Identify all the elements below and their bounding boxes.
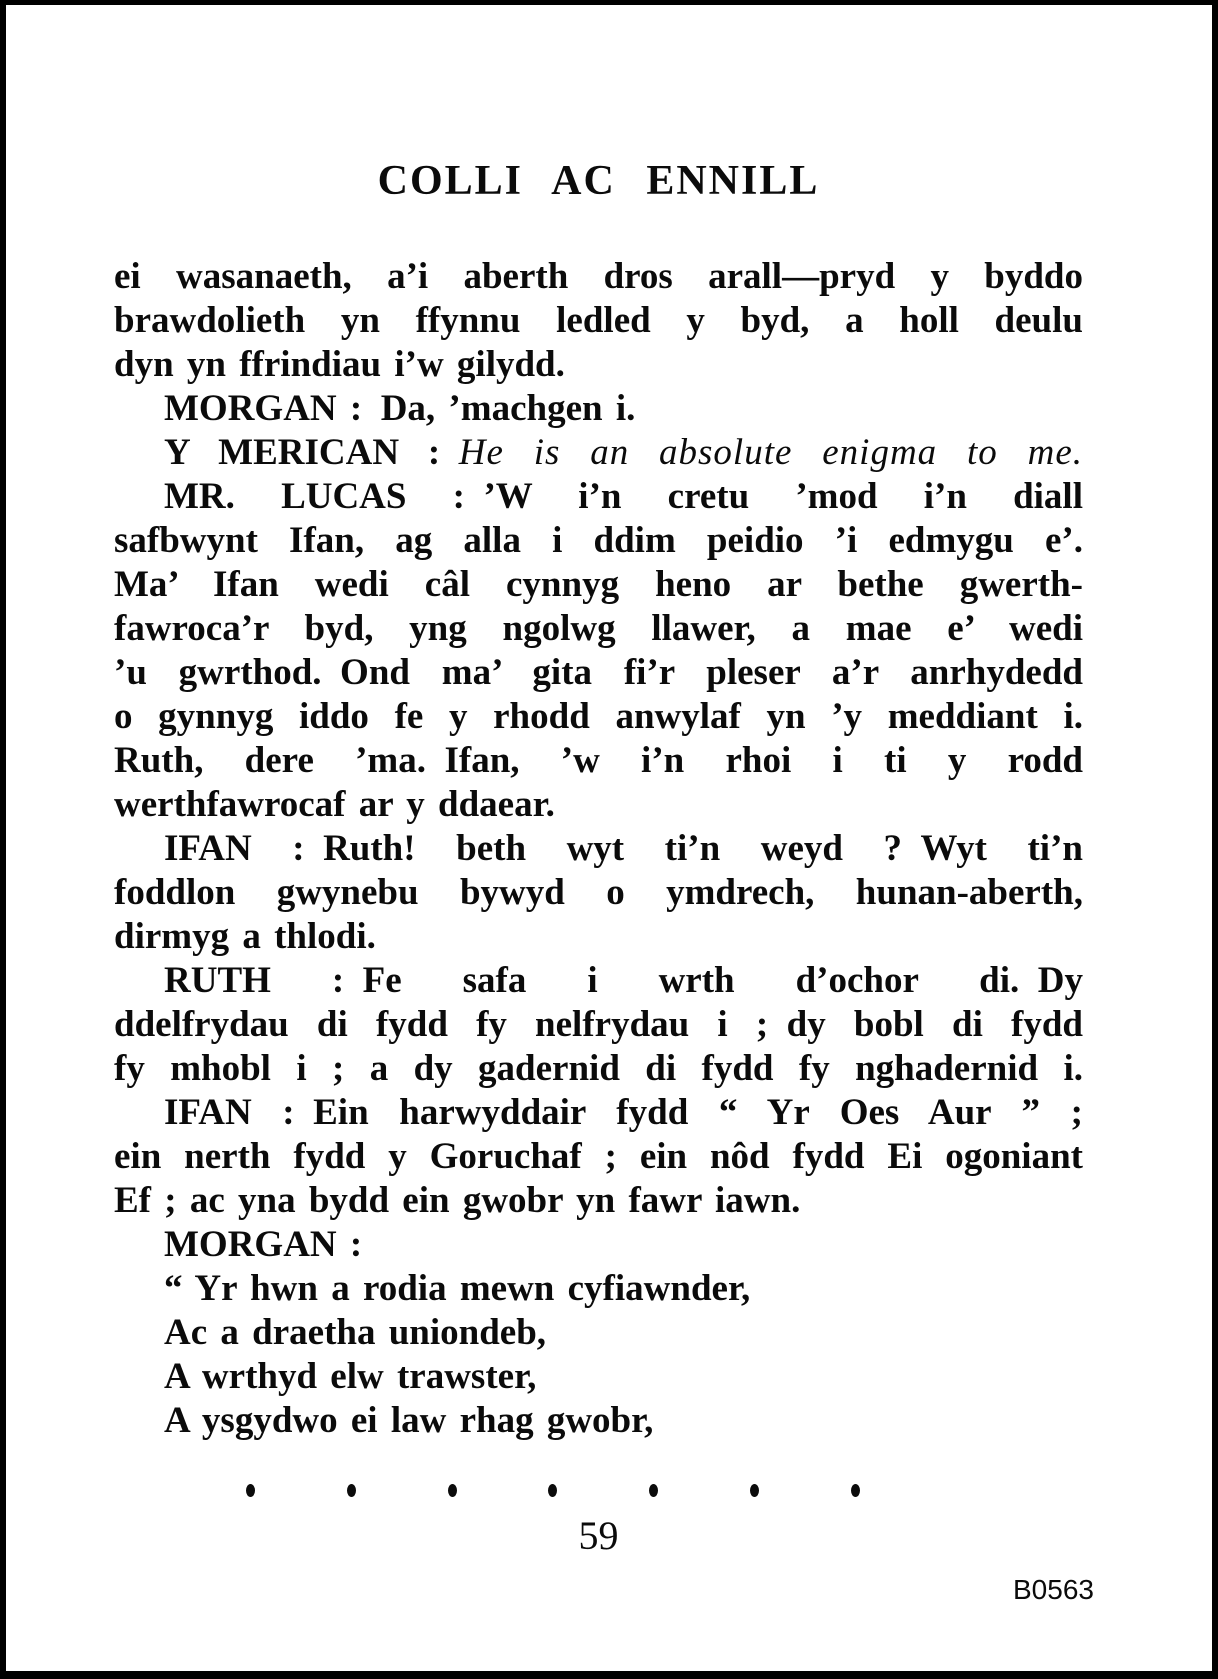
- text-segment: werthfawrocaf ar y ddaear.: [114, 784, 555, 825]
- text-segment: MORGAN :: [164, 1224, 363, 1265]
- text-line: [114, 651, 1083, 695]
- scan-label: B0563: [1013, 1574, 1094, 1605]
- text-segment: IFAN : Ruth! beth wyt ti’n weyd ? Wyt ti’n: [164, 828, 1083, 869]
- page-number: 59: [578, 1513, 619, 1558]
- text-segment: A ysgydwo ei law rhag gwobr,: [164, 1400, 654, 1441]
- text-segment: MORGAN : Da, ’machgen i.: [164, 388, 636, 429]
- text-line: [114, 739, 1083, 783]
- text-segment: Ac a draetha uniondeb,: [164, 1312, 547, 1353]
- text-segment: o gynnyg iddo fe y rhodd anwylaf yn ’y meddiant i.: [114, 696, 1083, 737]
- text-segment: Ma’ Ifan wedi câl cynnyg heno ar bethe gwerth-: [114, 564, 1083, 605]
- dot: [246, 1484, 255, 1497]
- text-segment: Ef ; ac yna bydd ein gwobr yn fawr iawn.: [114, 1180, 801, 1221]
- dot: [347, 1484, 356, 1497]
- text-segment: ein nerth fydd y Goruchaf ; ein nôd fydd Ei ogoniant: [114, 1136, 1083, 1177]
- text-line: [114, 343, 1083, 387]
- italic-text-segment: He is an absolute enigma to me.: [458, 432, 1083, 473]
- text-segment: fy mhobl i ; a dy gadernid di fydd fy nghadernid i.: [114, 1048, 1083, 1089]
- text-line: [114, 1223, 1083, 1267]
- dot: [448, 1484, 457, 1497]
- text-line: [114, 1311, 1083, 1355]
- text-segment: RUTH : Fe safa i wrth d’ochor di. Dy: [164, 960, 1083, 1001]
- text-segment: “ Yr hwn a rodia mewn cyfiawnder,: [164, 1268, 751, 1309]
- text-line: [114, 475, 1083, 519]
- text-segment: brawdolieth yn ffynnu ledled y byd, a holl deulu: [114, 300, 1083, 341]
- dot: [750, 1484, 759, 1497]
- text-line: [114, 1047, 1083, 1091]
- text-segment: Y MERICAN :: [164, 432, 459, 473]
- text-segment: dyn yn ffrindiau i’w gilydd.: [114, 344, 565, 385]
- text-line: [114, 695, 1083, 739]
- text-line: [114, 1091, 1083, 1135]
- text-line: [114, 959, 1083, 1003]
- text-segment: safbwynt Ifan, ag alla i ddim peidio ’i edmygu e’.: [114, 520, 1083, 561]
- text-block: [114, 255, 1083, 1443]
- text-segment: dirmyg a thlodi.: [114, 916, 376, 957]
- dot: [548, 1484, 557, 1497]
- text-line: [114, 1399, 1083, 1443]
- text-segment: ddelfrydau di fydd fy nelfrydau i ; dy bobl di fydd: [114, 1004, 1083, 1045]
- text-line: [114, 607, 1083, 651]
- text-line: [114, 1135, 1083, 1179]
- text-line: [114, 563, 1083, 607]
- text-line: [114, 1179, 1083, 1223]
- separator-dots: [246, 1482, 860, 1498]
- text-line: [114, 519, 1083, 563]
- text-segment: foddlon gwynebu bywyd o ymdrech, hunan-aberth,: [114, 872, 1083, 913]
- text-line: [114, 783, 1083, 827]
- text-line: [114, 1267, 1083, 1311]
- text-line: [114, 1355, 1083, 1399]
- text-line: [114, 255, 1083, 299]
- text-segment: IFAN : Ein harwyddair fydd “ Yr Oes Aur ” ;: [164, 1092, 1083, 1133]
- dot: [649, 1484, 658, 1497]
- text-line: [114, 871, 1083, 915]
- text-line: [114, 431, 1083, 475]
- page-title: COLLI AC ENNILL: [377, 158, 820, 204]
- text-segment: Ruth, dere ’ma. Ifan, ’w i’n rhoi i ti y rodd: [114, 740, 1083, 781]
- text-segment: fawroca’r byd, yng ngolwg llawer, a mae e’ wedi: [114, 608, 1083, 649]
- text-line: [114, 299, 1083, 343]
- text-line: [114, 827, 1083, 871]
- text-line: [114, 1003, 1083, 1047]
- dot: [851, 1484, 860, 1497]
- text-segment: MR. LUCAS : ’W i’n cretu ’mod i’n diall: [164, 476, 1083, 517]
- text-segment: A wrthyd elw trawster,: [164, 1356, 537, 1397]
- text-line: [114, 387, 1083, 431]
- text-segment: ’u gwrthod. Ond ma’ gita fi’r pleser a’r anrhydedd: [114, 652, 1083, 693]
- text-segment: ei wasanaeth, a’i aberth dros arall—pryd y byddo: [114, 256, 1083, 297]
- text-line: [114, 915, 1083, 959]
